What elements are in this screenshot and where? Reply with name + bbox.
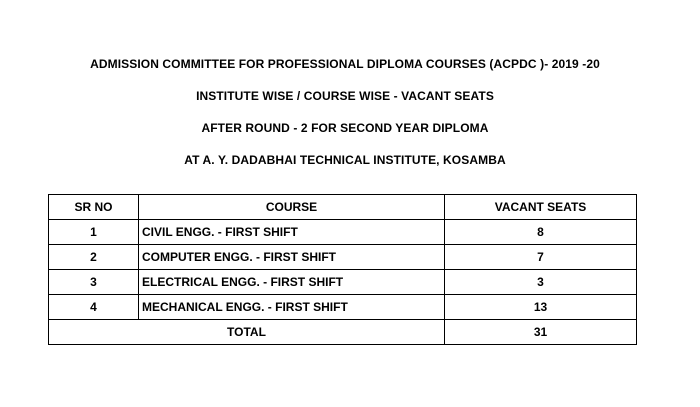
- vacant-seats-table: [48, 194, 637, 345]
- cell-course: CIVIL ENGG. - FIRST SHIFT: [139, 220, 445, 245]
- cell-vacant-seats: 7: [445, 245, 637, 270]
- cell-sr-no: 4: [49, 295, 139, 320]
- heading-report-type: INSTITUTE WISE / COURSE WISE - VACANT SEATS: [196, 89, 494, 103]
- table-row: [49, 220, 637, 245]
- total-label: TOTAL: [49, 320, 445, 345]
- cell-sr-no: 1: [49, 220, 139, 245]
- cell-vacant-seats: 8: [445, 220, 637, 245]
- heading-round: AFTER ROUND - 2 FOR SECOND YEAR DIPLOMA: [201, 121, 489, 135]
- table-row: [49, 295, 637, 320]
- total-vacant-seats: 31: [445, 320, 637, 345]
- table-row: [49, 245, 637, 270]
- heading-institute: AT A. Y. DADABHAI TECHNICAL INSTITUTE, KOSAMBA: [184, 153, 506, 167]
- header-vacant-seats: VACANT SEATS: [445, 195, 637, 220]
- cell-vacant-seats: 13: [445, 295, 637, 320]
- cell-course: COMPUTER ENGG. - FIRST SHIFT: [139, 245, 445, 270]
- table-row: [49, 270, 637, 295]
- cell-sr-no: 2: [49, 245, 139, 270]
- cell-course: ELECTRICAL ENGG. - FIRST SHIFT: [139, 270, 445, 295]
- heading-committee: ADMISSION COMMITTEE FOR PROFESSIONAL DIPLOMA COURSES (ACPDC )- 2019 -20: [90, 57, 600, 71]
- table-header-row: [49, 195, 637, 220]
- cell-sr-no: 3: [49, 270, 139, 295]
- cell-vacant-seats: 3: [445, 270, 637, 295]
- cell-course: MECHANICAL ENGG. - FIRST SHIFT: [139, 295, 445, 320]
- header-course: COURSE: [139, 195, 445, 220]
- table-total-row: [49, 320, 637, 345]
- header-sr-no: SR NO: [49, 195, 139, 220]
